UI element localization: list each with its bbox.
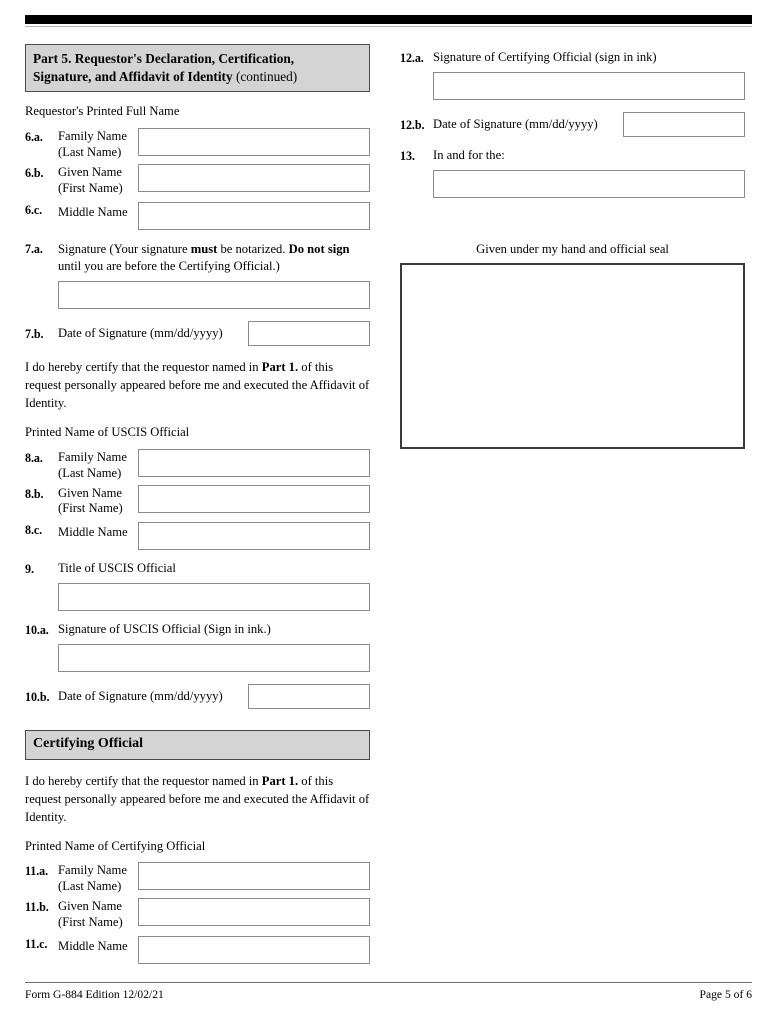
item-label-11c: Middle Name	[58, 938, 128, 953]
footer-page-number: Page 5 of 6	[699, 988, 752, 1001]
part5-heading-line2	[33, 68, 362, 86]
part5-certification-text	[25, 359, 370, 413]
field-row-7b	[25, 321, 370, 346]
item-number-7b: 7.b.	[25, 326, 44, 341]
requestor-name-heading: Requestor's Printed Full Name	[25, 104, 180, 119]
item-number-11c: 11.c.	[25, 936, 48, 951]
item-label-10a: Signature of USCIS Official (Sign in ink.)	[58, 622, 271, 637]
field-row-11c	[25, 936, 370, 964]
input-11a-family-name[interactable]	[138, 862, 370, 890]
right-column	[400, 44, 745, 449]
item-label-7a-must: must	[190, 241, 218, 256]
uscis-official-name-heading: Printed Name of USCIS Official	[25, 425, 190, 440]
field-row-7a	[25, 241, 370, 276]
item-label-11b	[58, 899, 138, 931]
input-6c-middle-name[interactable]	[138, 202, 370, 230]
item-label-8b	[58, 486, 138, 518]
input-6a-family-name[interactable]	[138, 128, 370, 156]
item-label-6b-line2: (First Name)	[58, 180, 123, 195]
item-label-12a: Signature of Certifying Official (sign in ink)	[433, 50, 657, 64]
item-label-6b	[58, 165, 138, 197]
item-label-6a-line1: Family Name	[58, 129, 127, 144]
item-label-9: Title of USCIS Official	[58, 561, 176, 576]
item-label-13: In and for the:	[433, 148, 505, 162]
item-label-8b-line2: (First Name)	[58, 501, 123, 516]
co-certify-text-2: of this request personally appeared before me and executed the Affidavit of Identity.	[25, 773, 370, 824]
field-row-8c	[25, 522, 370, 550]
input-8c-middle-name[interactable]	[138, 522, 370, 550]
input-10b-date[interactable]	[248, 684, 370, 709]
field-row-9	[25, 561, 370, 577]
item-label-11a-line2: (Last Name)	[58, 879, 122, 894]
item-number-12b: 12.b.	[400, 117, 425, 132]
input-11c-middle-name[interactable]	[138, 936, 370, 964]
item-label-8b-line1: Given Name	[58, 485, 122, 500]
co-certify-text-1: I do hereby certify that the requestor named in	[25, 773, 262, 788]
item-number-8b: 8.b.	[25, 486, 44, 501]
item-label-8a-line1: Family Name	[58, 449, 127, 464]
field-row-6a	[25, 129, 370, 161]
field-row-6b	[25, 165, 370, 197]
item-label-11a	[58, 863, 138, 895]
item-label-7a-donotsign: Do not sign	[288, 241, 350, 256]
input-10a-signature[interactable]	[58, 644, 370, 672]
input-12b-date[interactable]	[623, 112, 745, 137]
item-label-6a	[58, 129, 138, 161]
item-label-6c: Middle Name	[58, 204, 128, 219]
item-label-7a-part2: be notarized.	[217, 241, 289, 256]
certify-text-part1: Part 1.	[261, 360, 299, 375]
item-label-11b-line1: Given Name	[58, 899, 122, 914]
input-8b-given-name[interactable]	[138, 485, 370, 513]
item-number-8c: 8.c.	[25, 523, 43, 538]
item-number-6b: 6.b.	[25, 165, 44, 180]
top-black-rule	[25, 15, 752, 24]
field-row-12a	[400, 50, 745, 66]
field-row-8b	[25, 486, 370, 518]
field-row-10b	[25, 684, 370, 709]
seal-caption: Given under my hand and official seal	[476, 242, 669, 256]
input-7a-signature[interactable]	[58, 281, 370, 309]
item-number-11b: 11.b.	[25, 900, 49, 915]
input-12a-signature[interactable]	[433, 72, 745, 100]
item-label-8c: Middle Name	[58, 525, 128, 540]
input-8a-family-name[interactable]	[138, 449, 370, 477]
field-row-13	[400, 148, 745, 164]
certifying-official-certification-text	[25, 773, 370, 827]
field-row-12b	[400, 112, 745, 137]
item-number-8a: 8.a.	[25, 450, 43, 465]
item-number-11a: 11.a.	[25, 864, 49, 879]
footer-form-info: Form G-884 Edition 12/02/21	[25, 988, 164, 1001]
field-row-10a	[25, 622, 370, 638]
item-label-7a-part3: until you are before the Certifying Official.)	[58, 259, 280, 274]
input-9-title[interactable]	[58, 583, 370, 611]
certify-text-1: I do hereby certify that the requestor named in	[25, 360, 262, 375]
seal-box[interactable]	[400, 263, 745, 449]
field-row-11b	[25, 899, 370, 931]
item-label-6b-line1: Given Name	[58, 164, 122, 179]
item-number-6c: 6.c.	[25, 202, 43, 217]
certifying-official-section-header: Certifying Official	[25, 730, 370, 760]
item-number-10b: 10.b.	[25, 689, 50, 704]
item-label-7a	[58, 241, 370, 276]
item-number-13: 13.	[400, 149, 415, 163]
input-13-in-and-for-the[interactable]	[433, 170, 745, 198]
item-label-12b: Date of Signature (mm/dd/yyyy)	[433, 116, 598, 131]
input-11b-given-name[interactable]	[138, 898, 370, 926]
item-number-9: 9.	[25, 562, 34, 577]
left-column	[25, 44, 370, 964]
item-number-7a: 7.a.	[25, 241, 43, 256]
item-label-10b: Date of Signature (mm/dd/yyyy)	[58, 688, 223, 703]
certifying-official-name-heading: Printed Name of Certifying Official	[25, 838, 206, 853]
part5-heading-line1: Part 5. Requestor's Declaration, Certification,	[33, 51, 295, 66]
item-label-8a-line2: (Last Name)	[58, 465, 122, 480]
item-label-7b: Date of Signature (mm/dd/yyyy)	[58, 325, 223, 340]
item-number-6a: 6.a.	[25, 130, 43, 145]
item-label-11b-line2: (First Name)	[58, 915, 123, 930]
certify-text-2: of this request personally appeared before me and executed the Affidavit of Identity.	[25, 360, 370, 411]
footer-rule	[25, 982, 752, 983]
part5-heading-line2-bold: Signature, and Affidavit of Identity	[33, 68, 233, 84]
item-label-8a	[58, 450, 138, 482]
co-certify-text-part1: Part 1.	[261, 773, 299, 788]
top-thin-rule	[25, 26, 752, 27]
part5-heading-continued: (continued)	[235, 68, 298, 84]
input-6b-given-name[interactable]	[138, 164, 370, 192]
item-label-6a-line2: (Last Name)	[58, 145, 122, 160]
field-row-11a	[25, 863, 370, 895]
item-label-11a-line1: Family Name	[58, 863, 127, 878]
item-number-10a: 10.a.	[25, 623, 49, 638]
field-row-8a	[25, 450, 370, 482]
input-7b-date[interactable]	[248, 321, 370, 346]
part5-section-header	[25, 44, 370, 92]
item-number-12a: 12.a.	[400, 51, 424, 65]
field-row-6c	[25, 202, 370, 230]
item-label-7a-part1: Signature (Your signature	[58, 241, 191, 256]
